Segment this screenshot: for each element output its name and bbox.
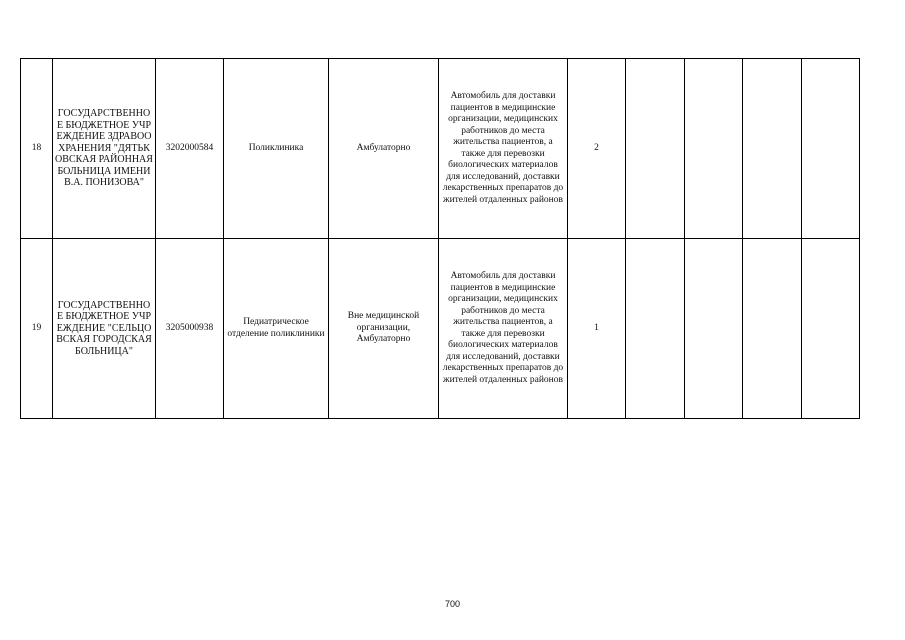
organization-code: 3205000938 (156, 239, 224, 419)
row-number: 19 (21, 239, 53, 419)
organization-name: ГОСУДАРСТВЕННОЕ БЮДЖЕТНОЕ УЧРЕЖДЕНИЕ ЗДРАВООХРАНЕНИЯ "ДЯТЬКОВСКАЯ РАЙОННАЯ БОЛЬНИЦА ИМЕНИ В.А. ПОНИЗОВА" (53, 59, 156, 239)
organization-name: ГОСУДАРСТВЕННОЕ БЮДЖЕТНОЕ УЧРЕЖДЕНИЕ "СЕЛЬЦОВСКАЯ ГОРОДСКАЯ БОЛЬНИЦА" (53, 239, 156, 419)
empty-cell (743, 59, 802, 239)
empty-cell (802, 59, 860, 239)
page-number: 700 (444, 599, 461, 609)
empty-cell (685, 239, 743, 419)
vehicle-purpose: Автомобиль для доставки пациентов в медицинские организации, медицинских работников до места жительства пациентов, а также для перевозки биологических материалов для исследований, доставки лекарственных препаратов до жителей отдаленных районов (439, 59, 568, 239)
organization-code: 3202000584 (156, 59, 224, 239)
care-conditions: Вне медицинской организации, Амбулаторно (329, 239, 439, 419)
empty-cell (802, 239, 860, 419)
department: Педиатрическое отделение поликлиники (224, 239, 329, 419)
table-row (21, 59, 860, 239)
vehicle-quantity: 1 (568, 239, 626, 419)
empty-cell (743, 239, 802, 419)
empty-cell (626, 239, 685, 419)
empty-cell (626, 59, 685, 239)
department: Поликлиника (224, 59, 329, 239)
row-number: 18 (21, 59, 53, 239)
data-table (20, 58, 860, 419)
vehicle-purpose: Автомобиль для доставки пациентов в медицинские организации, медицинских работников до места жительства пациентов, а также для перевозки биологических материалов для исследований, доставки лекарственных препаратов до жителей отдаленных районов (439, 239, 568, 419)
vehicle-quantity: 2 (568, 59, 626, 239)
care-conditions: Амбулаторно (329, 59, 439, 239)
table-row (21, 239, 860, 419)
empty-cell (685, 59, 743, 239)
